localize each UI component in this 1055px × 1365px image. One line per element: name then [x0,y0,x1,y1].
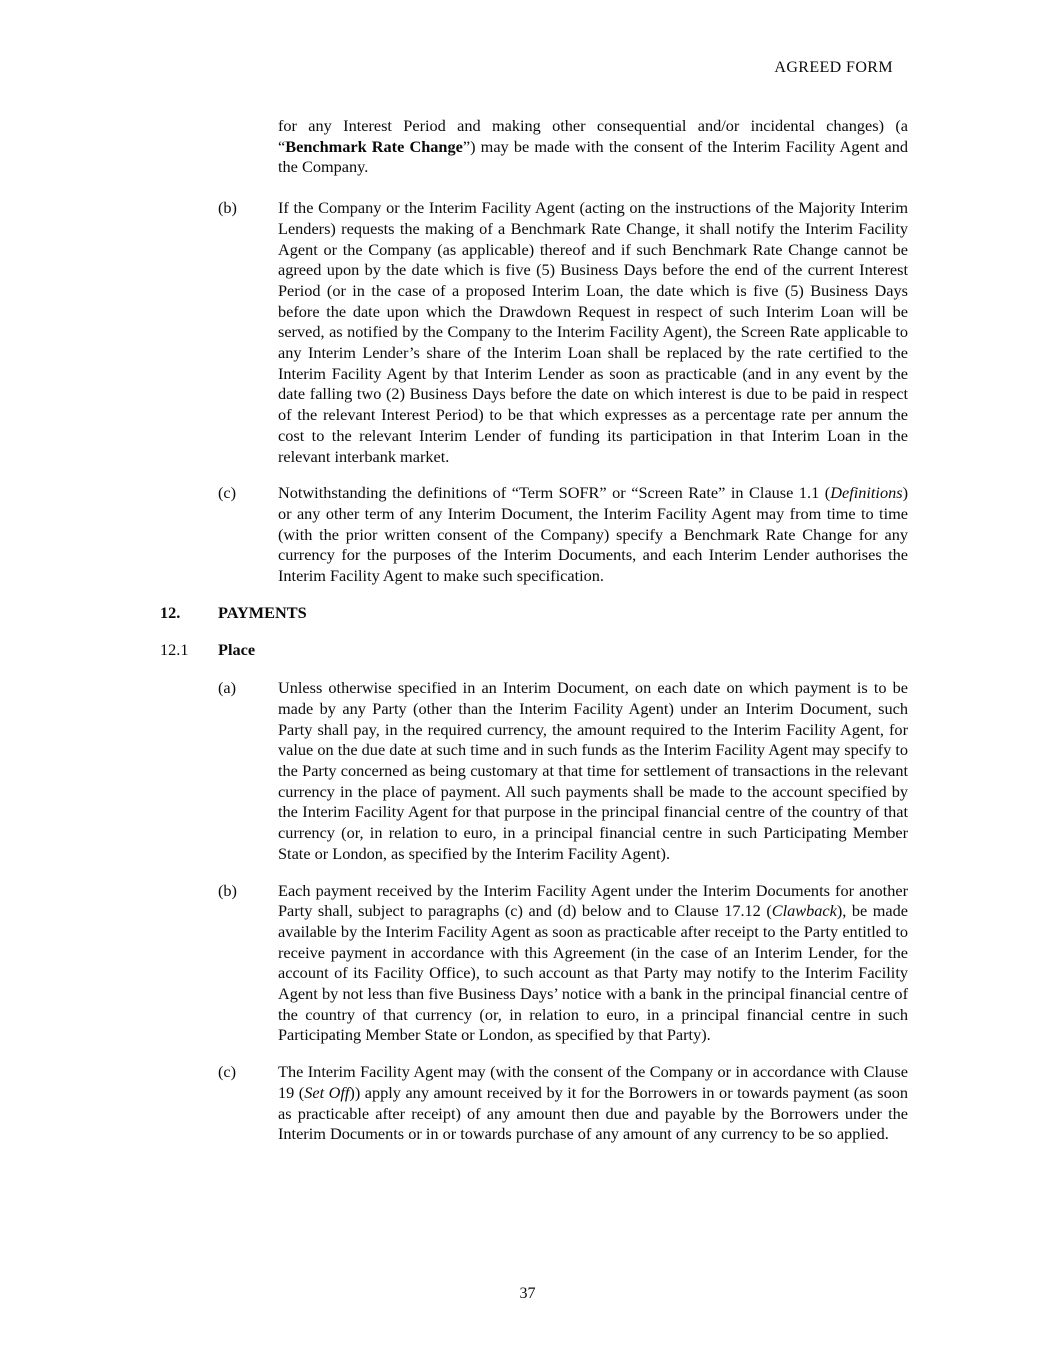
clause-c-set-off [218,1062,908,1145]
page-number: 37 [519,1285,536,1302]
section-12-heading [160,603,908,624]
clause-text-2: )) apply any amount received by it for the Borrowers in or towards payment (as soon as practicable after receipt) of any amount then due and payable by the Borrowers under the Interim Documents or in or towards purchase of any amount of any currency to be so applied. [278,1082,908,1144]
clause-text-1: Each payment received by the Interim Facility Agent under the Interim Documents for another Party shall, subject to paragraphs (c) and (d) below and to Clause 17.12 ( [278,880,908,921]
clause-text-2: ) or any other term of any Interim Document, the Interim Facility Agent may from time to time (with the prior written consent of the Company) specify a Benchmark Rate Change for any currency for the purposes of the Interim Documents, and each Interim Lender authorises the Interim Facility Agent to make such specification. [278,483,908,586]
clause-text-1: Notwithstanding the definitions of “Term SOFR” or “Screen Rate” in Clause 1.1 ( [278,483,831,503]
clause-marker: (a) [218,678,237,698]
clause-c-notwithstanding [218,483,908,587]
clause-marker: (c) [218,483,237,503]
clause-marker: (b) [218,880,237,900]
clause-b-payments-received [218,881,908,1047]
agreed-form-label: AGREED FORM [774,59,893,76]
definitions-term: Definitions [830,483,903,503]
section-number: 12. [160,602,181,622]
clause-text [278,1062,908,1145]
benchmark-rate-change-term: Benchmark Rate Change [285,136,463,156]
section-title: PAYMENTS [218,602,307,622]
section-12-1-heading [160,640,908,661]
clause-marker: (c) [218,1062,237,1082]
clause-text-1: The Interim Facility Agent may (with the consent of the Company or in accordance with Clause 19 ( [278,1062,908,1102]
clause-b-benchmark [218,198,908,467]
intro-text-1: for any Interest Period and making other consequential and/or incidental changes) (a “ [278,116,908,156]
intro-text-2: ”) may be made with the consent of the Interim Facility Agent and the Company. [278,136,909,177]
clause-a-place [218,678,908,864]
intro-paragraph [278,116,908,178]
clawback-term: Clawback [771,901,837,921]
subsection-title: Place [218,640,256,660]
clause-text-2: ), be made available by the Interim Facility Agent as soon as practicable after receipt to the Party entitled to receive payment in accordance with this Agreement (in the case of an Interim Lender, for the account of its Facility Office), to such account as that Party may notify to the Interim Facility Agent by not less than five Business Days’ notice with a bank in the principal financial centre of the country of that currency (or, in relation to euro, in a principal financial centre in such Participating Member State or London, as specified by that Party). [278,901,908,1045]
clause-text: If the Company or the Interim Facility Agent (acting on the instructions of the Majority Interim Lenders) requests the making of a Benchmark Rate Change, it shall notify the Interim Facility Agent or the Company (as applicable) thereof and if such Benchmark Rate Change cannot be agreed upon by the date which is five (5) Business Days before the end of the current Interest Period (or in the case of a proposed Interim Loan, the date which is five (5) Business Days before the date upon which the Drawdown Request in respect of such Interim Loan will be served, as notified by the Company to the Interim Facility Agent), the Screen Rate applicable to any Interim Lender’s share of the Interim Loan shall be replaced by the rate certified to the Interim Facility Agent by that Interim Lender as soon as practicable (and in any event by the date falling two (2) Business Days before the date on which interest is due to be paid in respect of the relevant Interest Period) to be that which expresses as a percentage rate per annum the cost to the relevant Interim Lender of funding its participation in that Interim Loan in the relevant interbank market. [278,198,908,466]
set-off-term: Set Off [304,1082,350,1102]
clause-marker: (b) [218,198,237,218]
subsection-number: 12.1 [160,640,189,660]
clause-text [278,483,908,587]
clause-text [278,881,908,1047]
clause-text: Unless otherwise specified in an Interim Document, on each date on which payment is to be made by any Party (other than the Interim Facility Agent) under an Interim Document, such Party shall pay, in the required currency, the amount required to the Interim Facility Agent, for value on the due date at such time and in such funds as the Interim Facility Agent may specify to the Party concerned as being customary at that time for settlement of transactions in the relevant currency in the place of payment. All such payments shall be made to the account specified by the Interim Facility Agent for that purpose in the principal financial centre of the country of that currency (or, in relation to euro, in a principal financial centre in such Participating Member State or London, as specified by the Interim Facility Agent). [278,678,908,863]
document-body [160,116,908,1161]
